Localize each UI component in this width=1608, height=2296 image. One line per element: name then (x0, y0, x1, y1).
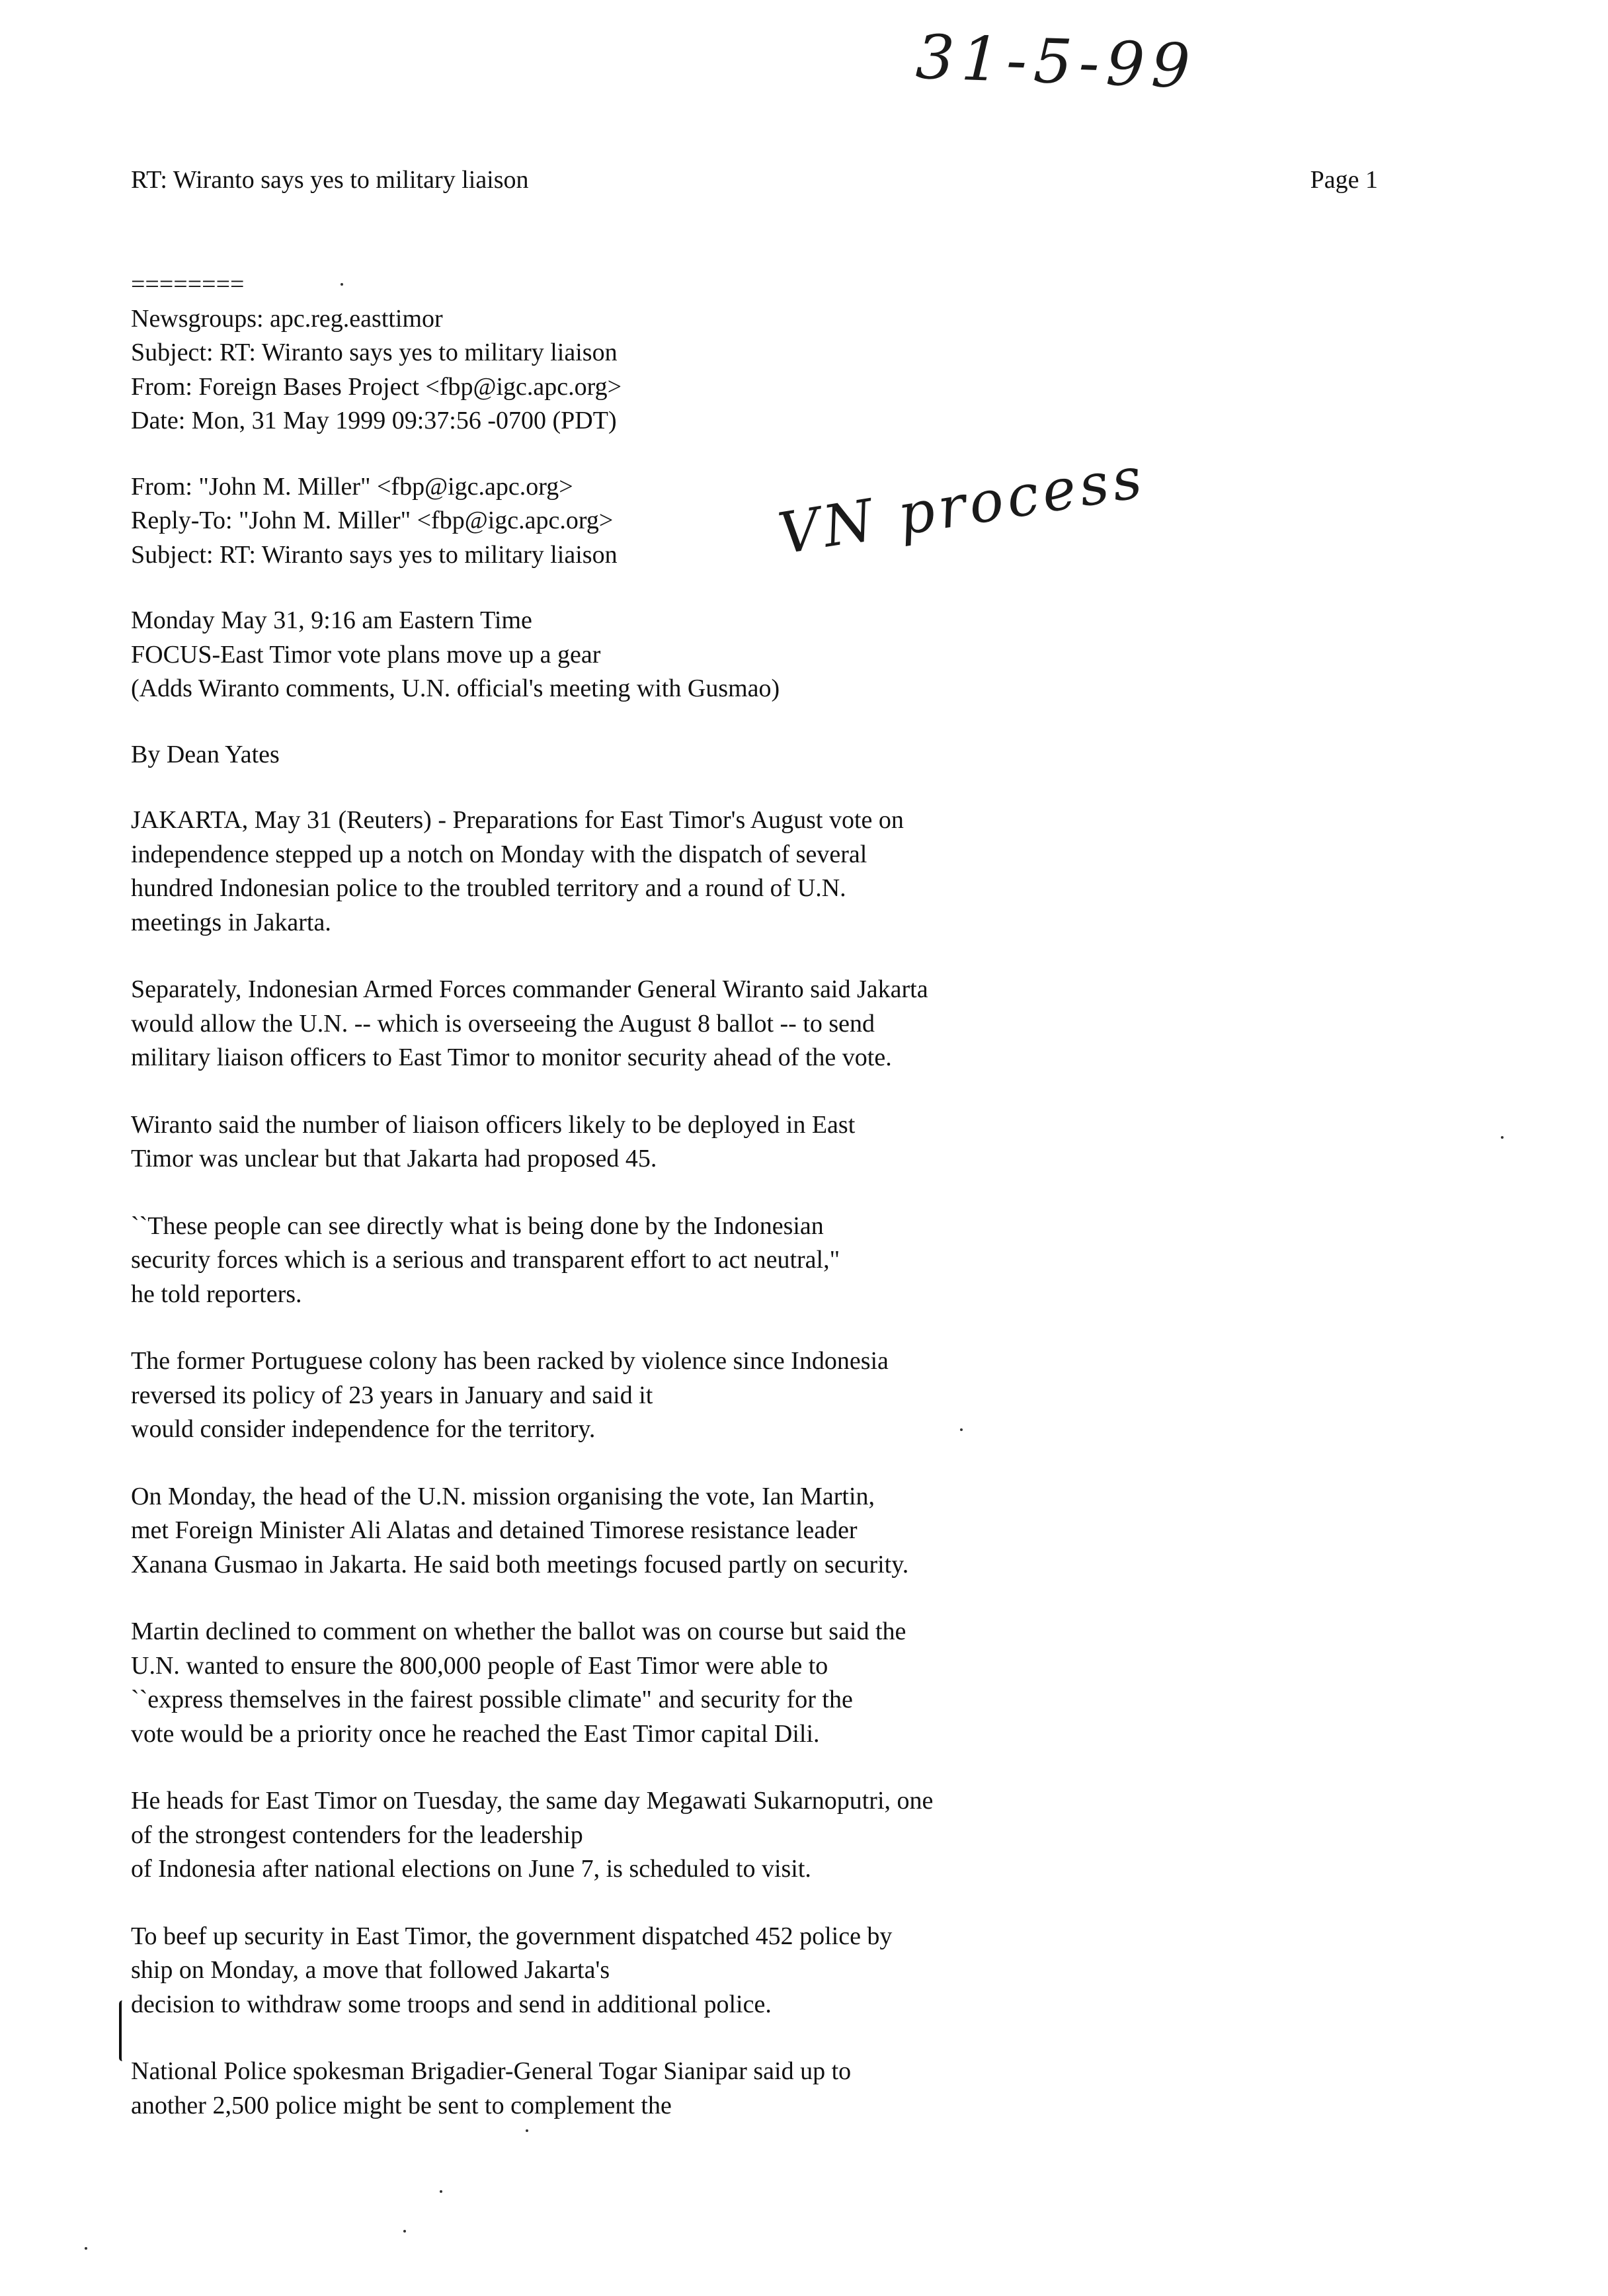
scan-speck (85, 2247, 87, 2250)
spacer (131, 1582, 933, 1615)
text-line: Separately, Indonesian Armed Forces commander General Wiranto said Jakarta (131, 975, 928, 1003)
text-line: security forces which is a serious and transparent effort to act neutral," (131, 1246, 840, 1274)
text-line: ``express themselves in the fairest possible climate" and security for the (131, 1686, 853, 1713)
spacer (131, 1751, 933, 1784)
page-header-title: RT: Wiranto says yes to military liaison (131, 166, 529, 194)
spacer (131, 772, 933, 803)
text-line: of the strongest contenders for the leadership (131, 1821, 583, 1849)
text-line: meetings in Jakarta. (131, 908, 331, 936)
text-line: would allow the U.N. -- which is overseeing the August 8 ballot -- to send (131, 1009, 875, 1038)
spacer (131, 1075, 933, 1108)
text-line: U.N. wanted to ensure the 800,000 people of East Timor were able to (131, 1651, 828, 1680)
spacer (131, 1176, 933, 1210)
separator: ======== (131, 270, 245, 298)
scan-speck (526, 2129, 528, 2132)
text-line: reversed its policy of 23 years in January and said it (131, 1381, 653, 1409)
scan-speck (341, 283, 343, 286)
newsgroups-line: Newsgroups: apc.reg.easttimor (131, 304, 443, 333)
text-line: of Indonesia after national elections on June 7, is scheduled to visit. (131, 1855, 811, 1883)
text-line: ``These people can see directly what is being done by the Indonesian (131, 1211, 824, 1240)
paragraph (131, 1615, 933, 1751)
text-line: ship on Monday, a move that followed Jakarta's (131, 1956, 610, 1984)
text-line: he told reporters. (131, 1280, 302, 1308)
paragraph (131, 1920, 933, 2022)
text-line: military liaison officers to East Timor to monitor security ahead of the vote. (131, 1044, 892, 1071)
headline-note: (Adds Wiranto comments, U.N. official's meeting with Gusmao) (131, 675, 780, 702)
spacer (131, 1447, 933, 1480)
text-line: Timor was unclear but that Jakarta had proposed 45. (131, 1145, 657, 1172)
text-line: To beef up security in East Timor, the government dispatched 452 police by (131, 1922, 893, 1950)
paragraph (131, 973, 933, 1075)
text-line: independence stepped up a notch on Monday with the dispatch of several (131, 840, 867, 868)
paragraph (131, 1344, 933, 1447)
text-line: decision to withdraw some troops and send in additional police. (131, 1990, 772, 2018)
scan-speck (1501, 1136, 1504, 1139)
text-line: met Foreign Minister Ali Alatas and detained Timorese resistance leader (131, 1516, 858, 1544)
forward-subject-line: Subject: RT: Wiranto says yes to military liaison (131, 540, 618, 569)
text-line: vote would be a priority once he reached the East Timor capital Dili. (131, 1719, 820, 1748)
date-line: Date: Mon, 31 May 1999 09:37:56 -0700 (PDT) (131, 407, 617, 434)
spacer (131, 1887, 933, 1920)
handwritten-note: VN process (774, 444, 1150, 568)
scan-speck (403, 2230, 406, 2233)
byline: By Dean Yates (131, 740, 280, 768)
spacer (131, 572, 933, 604)
paragraph (131, 2055, 933, 2123)
text-line: JAKARTA, May 31 (Reuters) - Preparations for East Timor's August vote on (131, 806, 904, 834)
reply-to-line: Reply-To: "John M. Miller" <fbp@igc.apc.org> (131, 507, 614, 534)
margin-bracket-mark (119, 2000, 126, 2061)
text-line: He heads for East Timor on Tuesday, the same day Megawati Sukarnoputri, one (131, 1787, 934, 1815)
text-line: On Monday, the head of the U.N. mission organising the vote, Ian Martin, (131, 1482, 875, 1510)
text-line: Martin declined to comment on whether the ballot was on course but said the (131, 1618, 906, 1645)
forward-from-line: From: "John M. Miller" <fbp@igc.apc.org> (131, 472, 573, 501)
scan-speck (440, 2190, 442, 2193)
page-number: Page 1 (1310, 166, 1378, 194)
text-line: The former Portuguese colony has been racked by violence since Indonesia (131, 1347, 889, 1375)
paragraph (131, 1480, 933, 1582)
text-line: hundred Indonesian police to the troubled territory and a round of U.N. (131, 874, 846, 902)
paragraph (131, 803, 933, 940)
document-body (131, 268, 933, 2123)
paragraph (131, 1784, 933, 1887)
text-line: Xanana Gusmao in Jakarta. He said both meetings focused partly on security. (131, 1550, 909, 1578)
text-line: another 2,500 police might be sent to complement the (131, 2091, 672, 2119)
headline: FOCUS-East Timor vote plans move up a gear (131, 640, 601, 669)
text-line: National Police spokesman Brigadier-General Togar Sianipar said up to (131, 2057, 852, 2085)
spacer (131, 438, 933, 470)
subject-line: Subject: RT: Wiranto says yes to military liaison (131, 339, 618, 366)
spacer (131, 2022, 933, 2055)
spacer (131, 940, 933, 973)
spacer (131, 706, 933, 738)
text-line: Wiranto said the number of liaison officers likely to be deployed in East (131, 1110, 856, 1139)
paragraph (131, 1108, 933, 1176)
handwritten-date: 31-5-99 (914, 21, 1198, 102)
scan-speck (960, 1428, 963, 1431)
text-line: would consider independence for the territory. (131, 1415, 596, 1443)
spacer (131, 1311, 933, 1344)
from-line: From: Foreign Bases Project <fbp@igc.apc.org> (131, 372, 622, 401)
dateline-time: Monday May 31, 9:16 am Eastern Time (131, 606, 532, 634)
paragraph (131, 1210, 933, 1312)
